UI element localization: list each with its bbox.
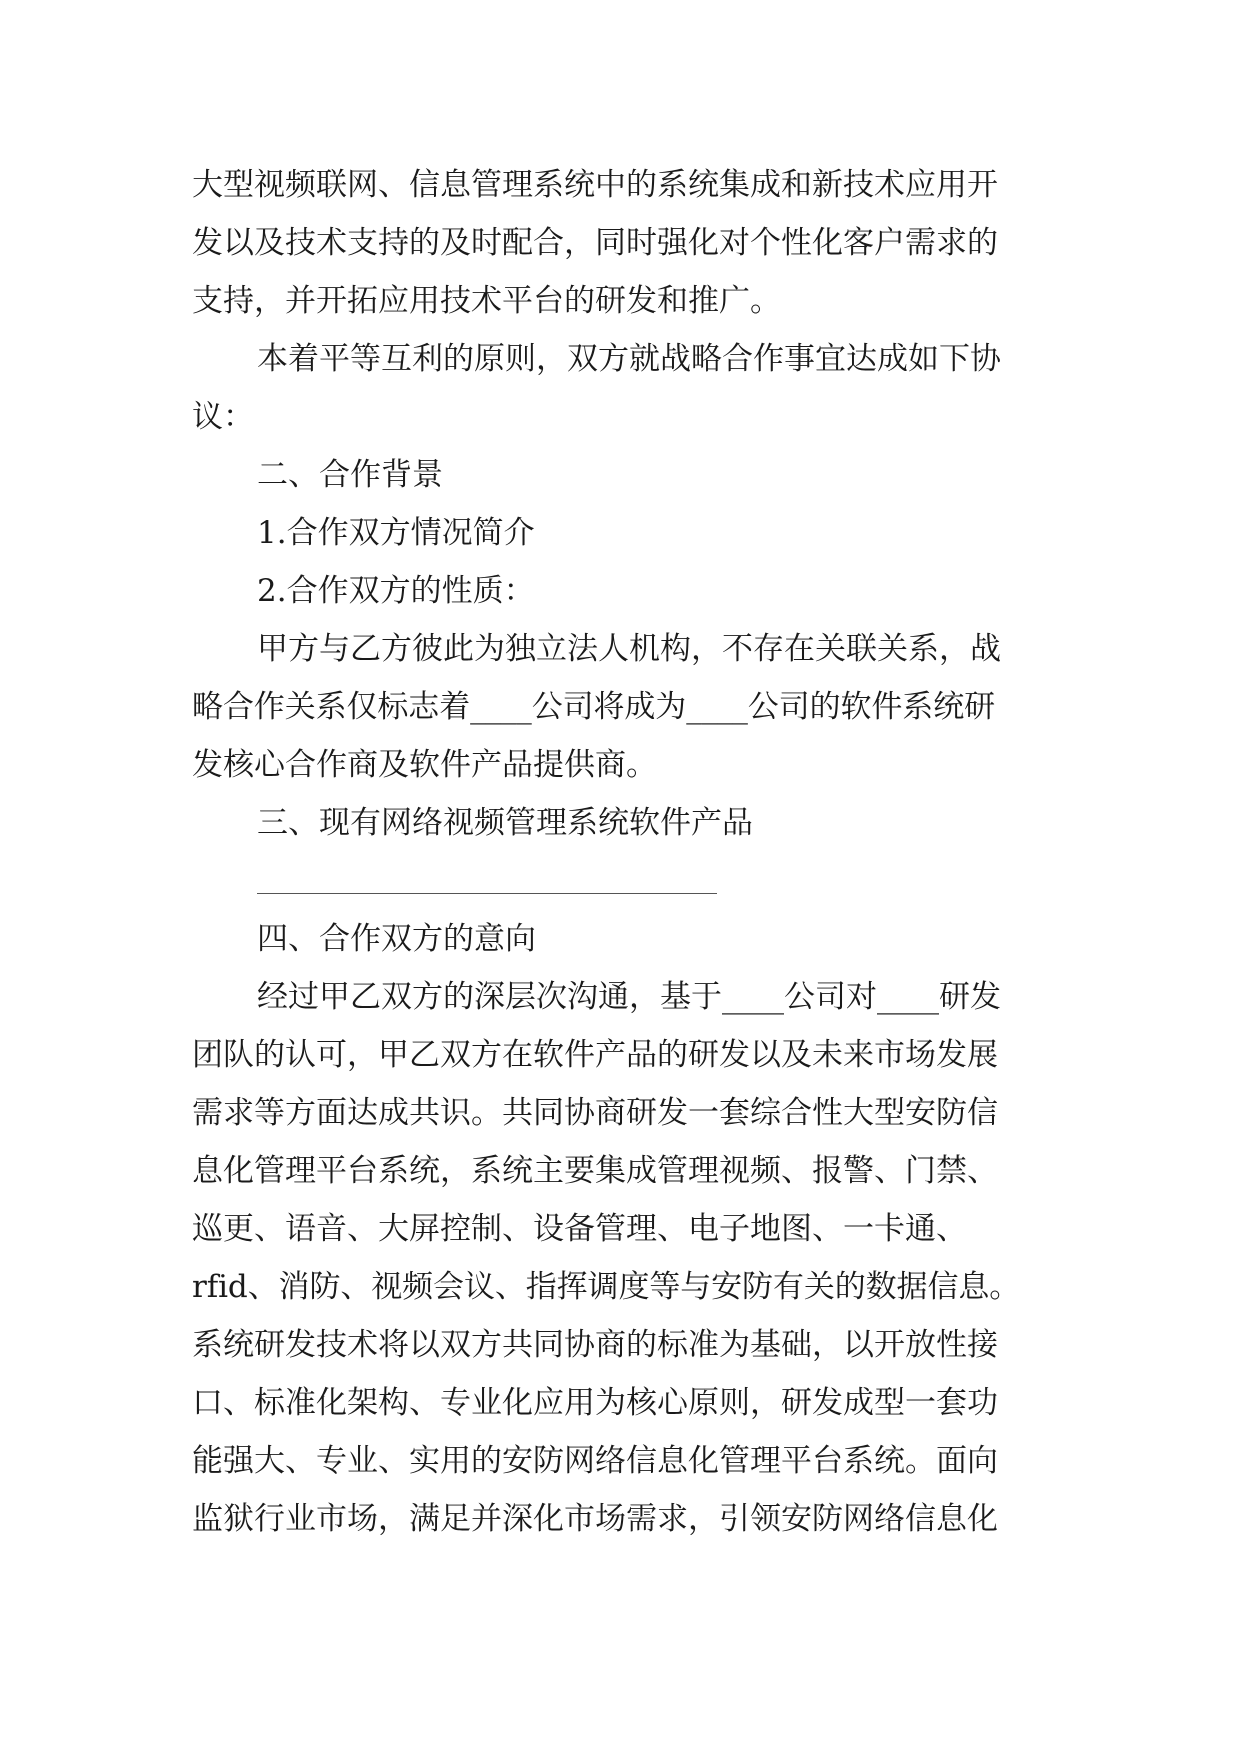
paragraph-line: 本着平等互利的原则，双方就战略合作事宜达成如下协 (257, 341, 1001, 377)
paragraph-line: 略合作关系仅标志着____公司将成为____公司的软件系统研 (192, 689, 995, 725)
paragraph-line: 支持，并开拓应用技术平台的研发和推广。 (192, 283, 781, 319)
paragraph-line: 巡更、语音、大屏控制、设备管理、电子地图、一卡通、 (192, 1211, 967, 1247)
paragraph-line: 发核心合作商及软件产品提供商。 (192, 747, 657, 783)
section-heading: 三、现有网络视频管理系统软件产品 (257, 805, 753, 841)
paragraph-line: 监狱行业市场，满足并深化市场需求，引领安防网络信息化 (192, 1501, 998, 1537)
paragraph-line: 甲方与乙方彼此为独立法人机构，不存在关联关系，战 (257, 631, 1001, 667)
section-heading: 二、合作背景 (257, 457, 443, 493)
paragraph-line: 能强大、专业、实用的安防网络信息化管理平台系统。面向 (192, 1443, 998, 1479)
paragraph-line: 大型视频联网、信息管理系统中的系统集成和新技术应用开 (192, 167, 998, 203)
paragraph-line: 口、标准化架构、专业化应用为核心原则，研发成型一套功 (192, 1385, 998, 1421)
subsection-heading: 1.合作双方情况简介 (257, 515, 535, 551)
paragraph-line: 议： (192, 399, 254, 435)
paragraph-line: 经过甲乙双方的深层次沟通，基于____公司对____研发 (257, 979, 1001, 1015)
paragraph-line: 团队的认可，甲乙双方在软件产品的研发以及未来市场发展 (192, 1037, 998, 1073)
subsection-heading: 2.合作双方的性质： (257, 573, 535, 609)
blank-fill-line (257, 893, 717, 894)
paragraph-line: 需求等方面达成共识。共同协商研发一套综合性大型安防信 (192, 1095, 998, 1131)
paragraph-line: 系统研发技术将以双方共同协商的标准为基础，以开放性接 (192, 1327, 998, 1363)
paragraph-line: 息化管理平台系统，系统主要集成管理视频、报警、门禁、 (192, 1153, 998, 1189)
section-heading: 四、合作双方的意向 (257, 921, 536, 957)
paragraph-line: rfid、消防、视频会议、指挥调度等与安防有关的数据信息。 (192, 1269, 1021, 1305)
paragraph-line: 发以及技术支持的及时配合，同时强化对个性化客户需求的 (192, 225, 998, 261)
